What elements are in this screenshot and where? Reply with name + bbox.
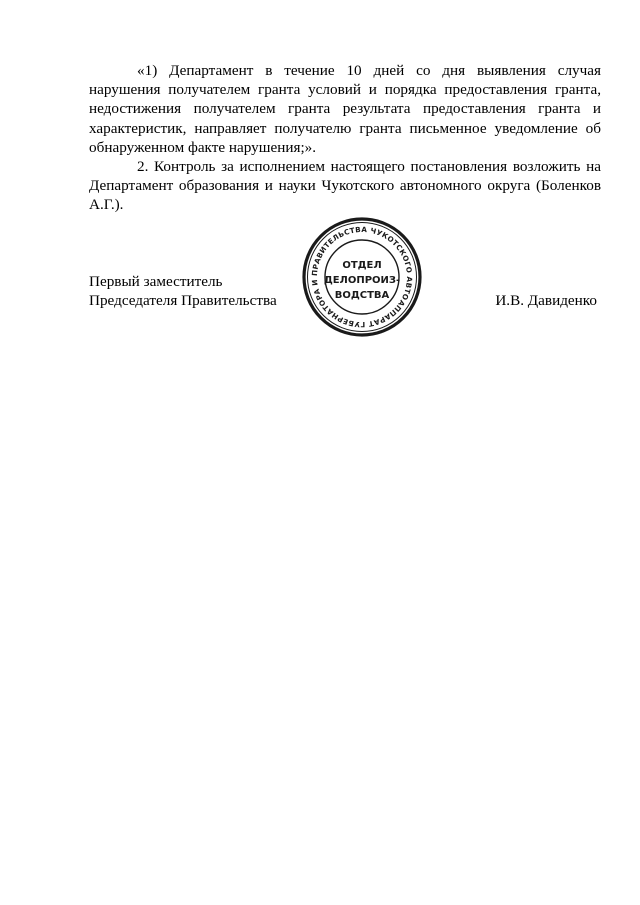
document-body [89, 61, 601, 215]
official-stamp [300, 215, 424, 339]
signatory-name: И.В. Давиденко [495, 292, 597, 309]
stamp-line-deloproiz: ДЕЛОПРОИЗ- [323, 275, 401, 286]
stamp-line-vodstva: ВОДСТВА [334, 290, 390, 301]
signatory-position-line-2: Председателя Правительства [89, 292, 277, 309]
paragraph-control: 2. Контроль за исполнением настоящего постановления возложить на Департамент образования и науки Чукотского автономного округа (Боленков А.Г.). [89, 158, 601, 214]
paragraph-grant-violation: «1) Департамент в течение 10 дней со дня выявления случая нарушения получателем гранта условий и порядка предоставления гранта, недостижения получателем гранта результата предоставления гранта и характеристик, направляет получателю гранта письменное уведомление об обнаруженном факте нарушения;». [89, 62, 601, 156]
signatory-position-line-1: Первый заместитель [89, 273, 223, 290]
stamp-ring-text: АППАРАТ ГУБЕРНАТОРА И ПРАВИТЕЛЬСТВА ЧУКОТСКОГО АВТОНОМНОГО [309, 224, 415, 330]
stamp-graphic [300, 215, 424, 339]
stamp-line-otdel: ОТДЕЛ [342, 260, 382, 271]
signatory-position [89, 272, 277, 310]
